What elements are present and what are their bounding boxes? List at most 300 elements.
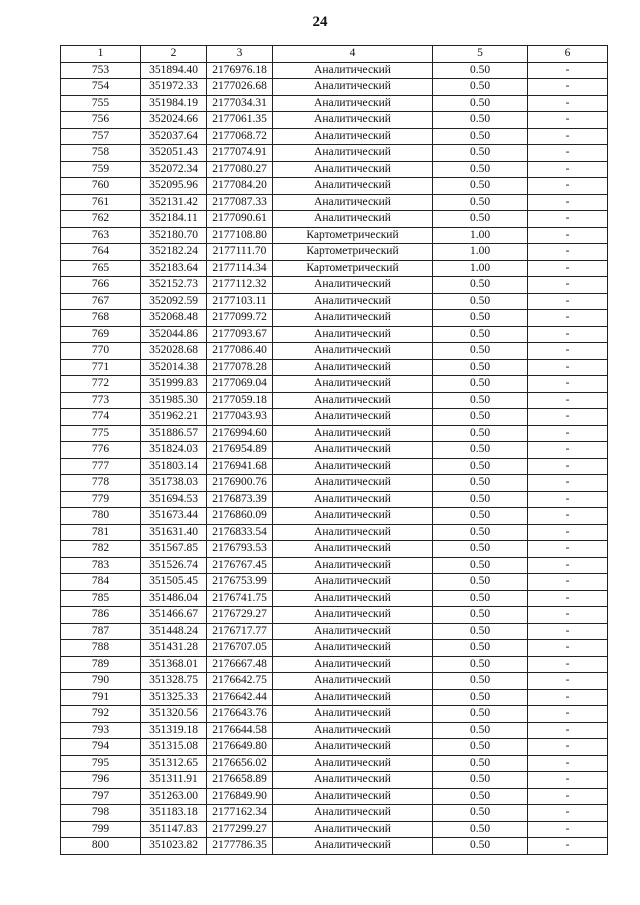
accuracy-cell: 0.50	[433, 392, 528, 409]
description-cell: -	[528, 227, 608, 244]
accuracy-cell: 0.50	[433, 376, 528, 393]
y-coordinate-cell: 2177069.04	[207, 376, 273, 393]
method-cell: Аналитический	[273, 821, 433, 838]
point-number-cell: 761	[61, 194, 141, 211]
y-coordinate-cell: 2176753.99	[207, 574, 273, 591]
y-coordinate-cell: 2177043.93	[207, 409, 273, 426]
x-coordinate-cell: 351311.91	[141, 772, 207, 789]
y-coordinate-cell: 2177087.33	[207, 194, 273, 211]
table-row	[61, 376, 608, 393]
point-number-cell: 767	[61, 293, 141, 310]
description-cell: -	[528, 244, 608, 261]
x-coordinate-cell: 351147.83	[141, 821, 207, 838]
point-number-cell: 785	[61, 590, 141, 607]
point-number-cell: 769	[61, 326, 141, 343]
y-coordinate-cell: 2176873.39	[207, 491, 273, 508]
y-coordinate-cell: 2176729.27	[207, 607, 273, 624]
y-coordinate-cell: 2177034.31	[207, 95, 273, 112]
description-cell: -	[528, 293, 608, 310]
y-coordinate-cell: 2177078.28	[207, 359, 273, 376]
description-cell: -	[528, 326, 608, 343]
x-coordinate-cell: 352068.48	[141, 310, 207, 327]
y-coordinate-cell: 2177068.72	[207, 128, 273, 145]
x-coordinate-cell: 351023.82	[141, 838, 207, 855]
y-coordinate-cell: 2176976.18	[207, 62, 273, 79]
accuracy-cell: 0.50	[433, 821, 528, 838]
description-cell: -	[528, 706, 608, 723]
description-cell: -	[528, 211, 608, 228]
table-row	[61, 62, 608, 79]
accuracy-cell: 0.50	[433, 425, 528, 442]
accuracy-cell: 1.00	[433, 227, 528, 244]
description-cell: -	[528, 178, 608, 195]
table-row	[61, 227, 608, 244]
header-cell: 4	[273, 46, 433, 63]
x-coordinate-cell: 351368.01	[141, 656, 207, 673]
y-coordinate-cell: 2176658.89	[207, 772, 273, 789]
point-number-cell: 788	[61, 640, 141, 657]
x-coordinate-cell: 352184.11	[141, 211, 207, 228]
accuracy-cell: 0.50	[433, 277, 528, 294]
accuracy-cell: 0.50	[433, 128, 528, 145]
table-row	[61, 574, 608, 591]
description-cell: -	[528, 821, 608, 838]
coordinates-table	[60, 45, 608, 855]
x-coordinate-cell: 351738.03	[141, 475, 207, 492]
point-number-cell: 796	[61, 772, 141, 789]
x-coordinate-cell: 351824.03	[141, 442, 207, 459]
table-row	[61, 508, 608, 525]
point-number-cell: 771	[61, 359, 141, 376]
y-coordinate-cell: 2176994.60	[207, 425, 273, 442]
table-row	[61, 326, 608, 343]
y-coordinate-cell: 2176741.75	[207, 590, 273, 607]
point-number-cell: 764	[61, 244, 141, 261]
method-cell: Аналитический	[273, 590, 433, 607]
table-row	[61, 772, 608, 789]
y-coordinate-cell: 2177090.61	[207, 211, 273, 228]
accuracy-cell: 0.50	[433, 409, 528, 426]
method-cell: Аналитический	[273, 541, 433, 558]
y-coordinate-cell: 2177111.70	[207, 244, 273, 261]
method-cell: Аналитический	[273, 442, 433, 459]
table-row	[61, 623, 608, 640]
table-row	[61, 805, 608, 822]
x-coordinate-cell: 351894.40	[141, 62, 207, 79]
accuracy-cell: 0.50	[433, 95, 528, 112]
x-coordinate-cell: 351972.33	[141, 79, 207, 96]
table-row	[61, 128, 608, 145]
table-row	[61, 755, 608, 772]
table-header-row	[61, 46, 608, 63]
y-coordinate-cell: 2177112.32	[207, 277, 273, 294]
x-coordinate-cell: 351985.30	[141, 392, 207, 409]
method-cell: Аналитический	[273, 112, 433, 129]
method-cell: Аналитический	[273, 805, 433, 822]
header-cell: 3	[207, 46, 273, 63]
x-coordinate-cell: 351312.65	[141, 755, 207, 772]
method-cell: Аналитический	[273, 326, 433, 343]
description-cell: -	[528, 343, 608, 360]
accuracy-cell: 0.50	[433, 79, 528, 96]
y-coordinate-cell: 2177162.34	[207, 805, 273, 822]
point-number-cell: 759	[61, 161, 141, 178]
accuracy-cell: 0.50	[433, 607, 528, 624]
table-row	[61, 689, 608, 706]
accuracy-cell: 0.50	[433, 458, 528, 475]
accuracy-cell: 0.50	[433, 623, 528, 640]
method-cell: Аналитический	[273, 359, 433, 376]
y-coordinate-cell: 2176642.44	[207, 689, 273, 706]
y-coordinate-cell: 2176793.53	[207, 541, 273, 558]
y-coordinate-cell: 2176767.45	[207, 557, 273, 574]
point-number-cell: 784	[61, 574, 141, 591]
x-coordinate-cell: 352092.59	[141, 293, 207, 310]
point-number-cell: 765	[61, 260, 141, 277]
point-number-cell: 774	[61, 409, 141, 426]
point-number-cell: 787	[61, 623, 141, 640]
description-cell: -	[528, 623, 608, 640]
point-number-cell: 772	[61, 376, 141, 393]
point-number-cell: 756	[61, 112, 141, 129]
method-cell: Аналитический	[273, 508, 433, 525]
y-coordinate-cell: 2176707.05	[207, 640, 273, 657]
description-cell: -	[528, 310, 608, 327]
point-number-cell: 763	[61, 227, 141, 244]
header-cell: 2	[141, 46, 207, 63]
accuracy-cell: 0.50	[433, 640, 528, 657]
table-row	[61, 458, 608, 475]
accuracy-cell: 0.50	[433, 343, 528, 360]
description-cell: -	[528, 62, 608, 79]
point-number-cell: 760	[61, 178, 141, 195]
x-coordinate-cell: 352028.68	[141, 343, 207, 360]
description-cell: -	[528, 607, 608, 624]
method-cell: Аналитический	[273, 491, 433, 508]
table-row	[61, 211, 608, 228]
x-coordinate-cell: 352152.73	[141, 277, 207, 294]
method-cell: Аналитический	[273, 475, 433, 492]
x-coordinate-cell: 351631.40	[141, 524, 207, 541]
accuracy-cell: 0.50	[433, 211, 528, 228]
table-row	[61, 178, 608, 195]
x-coordinate-cell: 351999.83	[141, 376, 207, 393]
point-number-cell: 783	[61, 557, 141, 574]
method-cell: Аналитический	[273, 673, 433, 690]
method-cell: Аналитический	[273, 425, 433, 442]
point-number-cell: 793	[61, 722, 141, 739]
description-cell: -	[528, 359, 608, 376]
table-row	[61, 640, 608, 657]
description-cell: -	[528, 755, 608, 772]
description-cell: -	[528, 194, 608, 211]
x-coordinate-cell: 351315.08	[141, 739, 207, 756]
description-cell: -	[528, 260, 608, 277]
point-number-cell: 781	[61, 524, 141, 541]
accuracy-cell: 0.50	[433, 359, 528, 376]
description-cell: -	[528, 838, 608, 855]
method-cell: Аналитический	[273, 409, 433, 426]
table-row	[61, 524, 608, 541]
method-cell: Аналитический	[273, 458, 433, 475]
description-cell: -	[528, 409, 608, 426]
x-coordinate-cell: 351448.24	[141, 623, 207, 640]
description-cell: -	[528, 590, 608, 607]
point-number-cell: 789	[61, 656, 141, 673]
y-coordinate-cell: 2176849.90	[207, 788, 273, 805]
y-coordinate-cell: 2176667.48	[207, 656, 273, 673]
point-number-cell: 755	[61, 95, 141, 112]
method-cell: Аналитический	[273, 211, 433, 228]
point-number-cell: 790	[61, 673, 141, 690]
method-cell: Аналитический	[273, 706, 433, 723]
table-row	[61, 277, 608, 294]
description-cell: -	[528, 656, 608, 673]
accuracy-cell: 0.50	[433, 755, 528, 772]
method-cell: Аналитический	[273, 689, 433, 706]
table-row	[61, 821, 608, 838]
point-number-cell: 797	[61, 788, 141, 805]
method-cell: Аналитический	[273, 838, 433, 855]
method-cell: Аналитический	[273, 524, 433, 541]
accuracy-cell: 0.50	[433, 194, 528, 211]
description-cell: -	[528, 805, 608, 822]
method-cell: Картометрический	[273, 244, 433, 261]
accuracy-cell: 1.00	[433, 260, 528, 277]
description-cell: -	[528, 772, 608, 789]
description-cell: -	[528, 574, 608, 591]
point-number-cell: 776	[61, 442, 141, 459]
table-row	[61, 475, 608, 492]
method-cell: Аналитический	[273, 607, 433, 624]
method-cell: Аналитический	[273, 772, 433, 789]
y-coordinate-cell: 2177080.27	[207, 161, 273, 178]
y-coordinate-cell: 2176656.02	[207, 755, 273, 772]
x-coordinate-cell: 351567.85	[141, 541, 207, 558]
table-row	[61, 673, 608, 690]
x-coordinate-cell: 351319.18	[141, 722, 207, 739]
table-row	[61, 722, 608, 739]
description-cell: -	[528, 541, 608, 558]
accuracy-cell: 0.50	[433, 508, 528, 525]
page-number: 24	[312, 14, 328, 30]
table-row	[61, 359, 608, 376]
table-row	[61, 838, 608, 855]
accuracy-cell: 0.50	[433, 805, 528, 822]
description-cell: -	[528, 722, 608, 739]
description-cell: -	[528, 392, 608, 409]
point-number-cell: 791	[61, 689, 141, 706]
method-cell: Аналитический	[273, 95, 433, 112]
y-coordinate-cell: 2176833.54	[207, 524, 273, 541]
x-coordinate-cell: 351431.28	[141, 640, 207, 657]
method-cell: Картометрический	[273, 227, 433, 244]
y-coordinate-cell: 2176954.89	[207, 442, 273, 459]
method-cell: Картометрический	[273, 260, 433, 277]
x-coordinate-cell: 352072.34	[141, 161, 207, 178]
accuracy-cell: 0.50	[433, 557, 528, 574]
point-number-cell: 775	[61, 425, 141, 442]
accuracy-cell: 0.50	[433, 706, 528, 723]
y-coordinate-cell: 2176900.76	[207, 475, 273, 492]
point-number-cell: 798	[61, 805, 141, 822]
x-coordinate-cell: 352044.86	[141, 326, 207, 343]
table-row	[61, 293, 608, 310]
accuracy-cell: 0.50	[433, 178, 528, 195]
description-cell: -	[528, 277, 608, 294]
x-coordinate-cell: 351694.53	[141, 491, 207, 508]
method-cell: Аналитический	[273, 310, 433, 327]
x-coordinate-cell: 351466.67	[141, 607, 207, 624]
description-cell: -	[528, 524, 608, 541]
table-row	[61, 425, 608, 442]
accuracy-cell: 0.50	[433, 772, 528, 789]
x-coordinate-cell: 351328.75	[141, 673, 207, 690]
point-number-cell: 794	[61, 739, 141, 756]
y-coordinate-cell: 2176649.80	[207, 739, 273, 756]
point-number-cell: 792	[61, 706, 141, 723]
accuracy-cell: 0.50	[433, 293, 528, 310]
y-coordinate-cell: 2177103.11	[207, 293, 273, 310]
x-coordinate-cell: 351984.19	[141, 95, 207, 112]
x-coordinate-cell: 352024.66	[141, 112, 207, 129]
table-row	[61, 541, 608, 558]
table-row	[61, 95, 608, 112]
description-cell: -	[528, 376, 608, 393]
accuracy-cell: 0.50	[433, 310, 528, 327]
header-cell: 6	[528, 46, 608, 63]
accuracy-cell: 0.50	[433, 475, 528, 492]
y-coordinate-cell: 2177026.68	[207, 79, 273, 96]
point-number-cell: 799	[61, 821, 141, 838]
y-coordinate-cell: 2176717.77	[207, 623, 273, 640]
method-cell: Аналитический	[273, 277, 433, 294]
description-cell: -	[528, 508, 608, 525]
method-cell: Аналитический	[273, 145, 433, 162]
y-coordinate-cell: 2176860.09	[207, 508, 273, 525]
x-coordinate-cell: 351263.00	[141, 788, 207, 805]
point-number-cell: 782	[61, 541, 141, 558]
table-row	[61, 739, 608, 756]
point-number-cell: 762	[61, 211, 141, 228]
method-cell: Аналитический	[273, 392, 433, 409]
accuracy-cell: 0.50	[433, 574, 528, 591]
method-cell: Аналитический	[273, 722, 433, 739]
description-cell: -	[528, 458, 608, 475]
point-number-cell: 754	[61, 79, 141, 96]
table-row	[61, 557, 608, 574]
y-coordinate-cell: 2177786.35	[207, 838, 273, 855]
method-cell: Аналитический	[273, 640, 433, 657]
y-coordinate-cell: 2177299.27	[207, 821, 273, 838]
y-coordinate-cell: 2176941.68	[207, 458, 273, 475]
y-coordinate-cell: 2177059.18	[207, 392, 273, 409]
table-row	[61, 79, 608, 96]
point-number-cell: 766	[61, 277, 141, 294]
table-row	[61, 343, 608, 360]
x-coordinate-cell: 351325.33	[141, 689, 207, 706]
y-coordinate-cell: 2176643.76	[207, 706, 273, 723]
description-cell: -	[528, 640, 608, 657]
y-coordinate-cell: 2177114.34	[207, 260, 273, 277]
method-cell: Аналитический	[273, 293, 433, 310]
method-cell: Аналитический	[273, 788, 433, 805]
point-number-cell: 768	[61, 310, 141, 327]
description-cell: -	[528, 673, 608, 690]
y-coordinate-cell: 2177086.40	[207, 343, 273, 360]
x-coordinate-cell: 352037.64	[141, 128, 207, 145]
accuracy-cell: 0.50	[433, 62, 528, 79]
point-number-cell: 786	[61, 607, 141, 624]
table-row	[61, 145, 608, 162]
x-coordinate-cell: 351320.56	[141, 706, 207, 723]
table-row	[61, 112, 608, 129]
table-row	[61, 310, 608, 327]
y-coordinate-cell: 2177084.20	[207, 178, 273, 195]
method-cell: Аналитический	[273, 376, 433, 393]
x-coordinate-cell: 351505.45	[141, 574, 207, 591]
method-cell: Аналитический	[273, 128, 433, 145]
x-coordinate-cell: 352183.64	[141, 260, 207, 277]
accuracy-cell: 0.50	[433, 326, 528, 343]
point-number-cell: 753	[61, 62, 141, 79]
y-coordinate-cell: 2177099.72	[207, 310, 273, 327]
point-number-cell: 777	[61, 458, 141, 475]
x-coordinate-cell: 351673.44	[141, 508, 207, 525]
x-coordinate-cell: 352051.43	[141, 145, 207, 162]
y-coordinate-cell: 2177061.35	[207, 112, 273, 129]
accuracy-cell: 0.50	[433, 739, 528, 756]
description-cell: -	[528, 79, 608, 96]
table-row	[61, 244, 608, 261]
y-coordinate-cell: 2177093.67	[207, 326, 273, 343]
x-coordinate-cell: 351886.57	[141, 425, 207, 442]
point-number-cell: 778	[61, 475, 141, 492]
table-row	[61, 409, 608, 426]
accuracy-cell: 0.50	[433, 590, 528, 607]
x-coordinate-cell: 351526.74	[141, 557, 207, 574]
header-cell: 1	[61, 46, 141, 63]
accuracy-cell: 0.50	[433, 838, 528, 855]
description-cell: -	[528, 788, 608, 805]
point-number-cell: 758	[61, 145, 141, 162]
description-cell: -	[528, 425, 608, 442]
table-row	[61, 161, 608, 178]
x-coordinate-cell: 351803.14	[141, 458, 207, 475]
method-cell: Аналитический	[273, 343, 433, 360]
y-coordinate-cell: 2176644.58	[207, 722, 273, 739]
point-number-cell: 773	[61, 392, 141, 409]
point-number-cell: 779	[61, 491, 141, 508]
description-cell: -	[528, 145, 608, 162]
description-cell: -	[528, 95, 608, 112]
table-row	[61, 788, 608, 805]
x-coordinate-cell: 351486.04	[141, 590, 207, 607]
table-row	[61, 491, 608, 508]
method-cell: Аналитический	[273, 656, 433, 673]
point-number-cell: 780	[61, 508, 141, 525]
header-cell: 5	[433, 46, 528, 63]
method-cell: Аналитический	[273, 739, 433, 756]
accuracy-cell: 0.50	[433, 722, 528, 739]
description-cell: -	[528, 128, 608, 145]
x-coordinate-cell: 352180.70	[141, 227, 207, 244]
accuracy-cell: 0.50	[433, 673, 528, 690]
description-cell: -	[528, 739, 608, 756]
accuracy-cell: 0.50	[433, 145, 528, 162]
accuracy-cell: 0.50	[433, 491, 528, 508]
method-cell: Аналитический	[273, 574, 433, 591]
